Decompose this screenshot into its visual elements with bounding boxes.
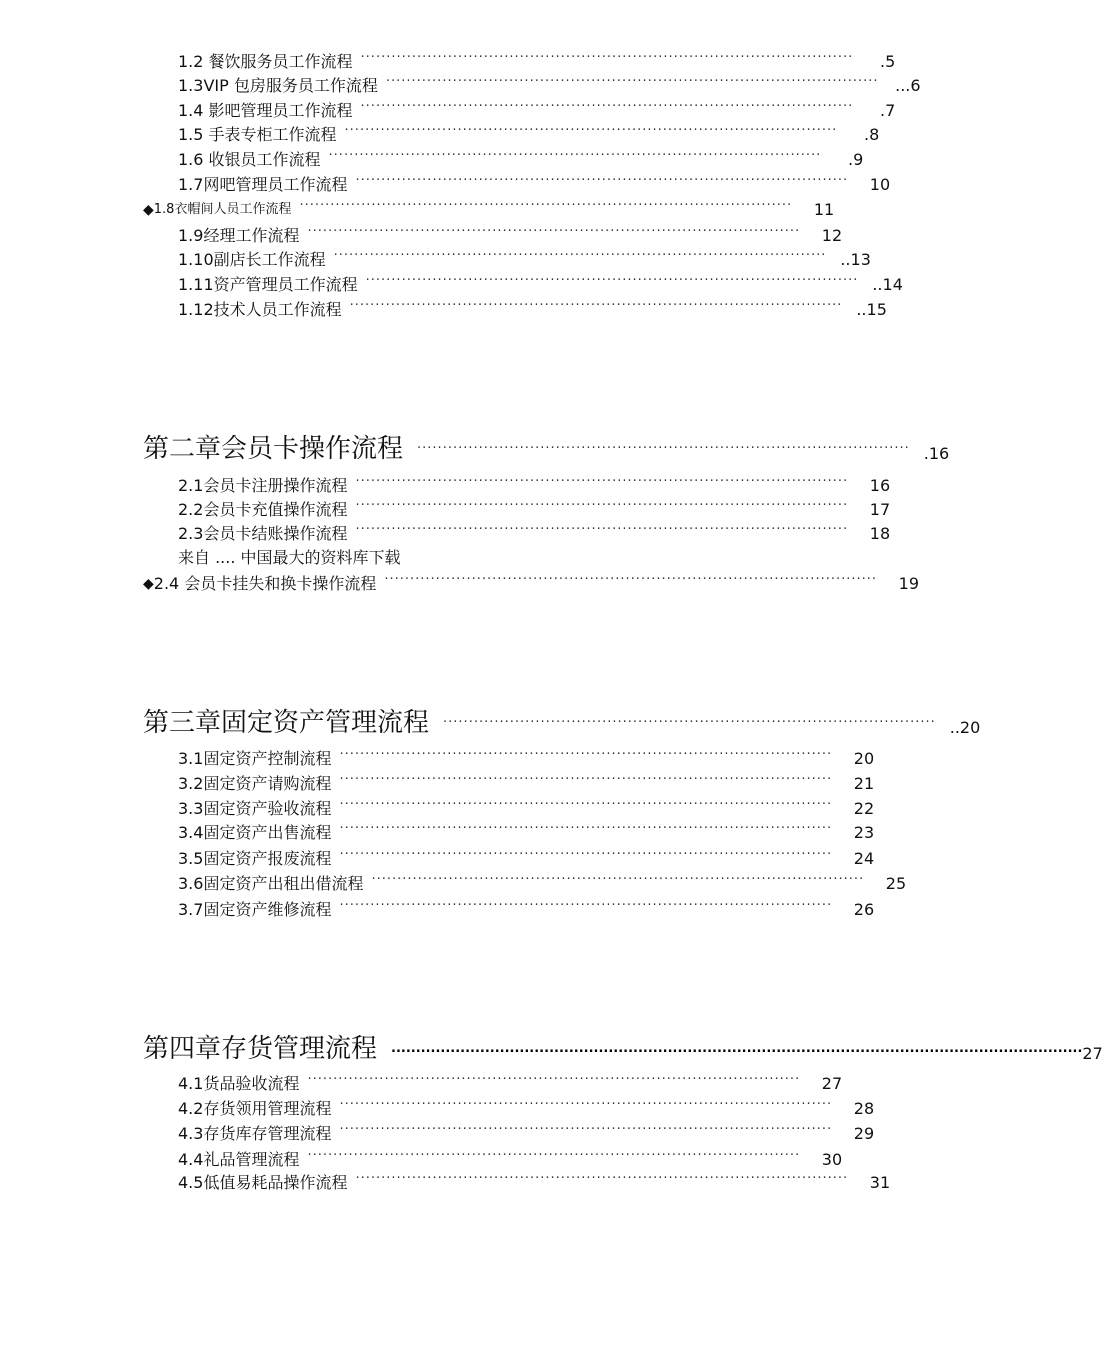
entry-page: 29 [853,1124,875,1143]
chapter-page: 27 [1082,1044,1103,1063]
dot-leader: ································································································ [339,821,833,836]
toc-entry[interactable] [178,123,880,145]
toc-entry[interactable] [178,821,875,843]
chapter-heading[interactable] [143,1030,1103,1064]
dot-leader: ································································································ [355,522,849,537]
entry-label: 2.2会员卡充值操作流程 [178,500,348,519]
chapter-page: .16 [923,444,950,463]
toc-entry[interactable] [178,248,871,270]
entry-page: .5 [879,52,896,71]
entry-label: 3.2固定资产请购流程 [178,774,332,793]
entry-page: 22 [853,799,875,818]
dot-leader: ································································································ [328,148,822,163]
toc-entry[interactable] [178,474,891,496]
dot-leader: ································································································ [355,1171,849,1186]
entry-label: 2.4 会员卡挂失和换卡操作流程 [153,574,377,593]
entry-page: ..14 [872,275,903,294]
toc-entry[interactable] [178,224,843,246]
toc-entry[interactable] [178,50,896,72]
chapter-number: 第三章 [143,708,222,738]
chapter-page: ..20 [949,718,981,737]
toc-entry[interactable] [178,872,907,894]
toc-entry[interactable] [178,797,875,819]
entry-page: 17 [869,500,891,519]
entry-page: 18 [869,524,891,543]
entry-page: 19 [898,574,920,593]
chapter-number: 第二章 [143,434,222,464]
toc-entry[interactable] [178,1097,875,1119]
entry-label: 4.1货品验收流程 [178,1074,300,1093]
entry-label: 1.3VIP 包房服务员工作流程 [178,76,378,95]
source-note: 来自 .... 中国最大的资料库下载 [178,548,401,567]
chapter-number: 第四章 [143,1034,222,1064]
toc-entry[interactable] [178,898,875,920]
entry-page: 27 [821,1074,843,1093]
dot-leader: ································································································ [355,474,849,489]
dot-leader: ································································································ [339,797,833,812]
dot-leader: ································································································ [339,898,833,913]
dot-leader: ································································································ [385,74,879,89]
dot-leader: ································································································ [339,1122,833,1137]
dot-leader: ································································································ [355,498,849,513]
dot-leader: ································································································ [360,99,854,114]
entry-page: 25 [885,874,907,893]
toc-entry[interactable] [178,99,896,121]
toc-entry[interactable] [178,273,903,295]
dot-leader: ............................................................................................................................................ [391,1041,1083,1056]
entry-label: 3.1固定资产控制流程 [178,749,332,768]
entry-label: 1.6 收银员工作流程 [178,150,321,169]
entry-label: 衣帽间人员工作流程 [174,202,292,217]
toc-entry[interactable] [143,572,920,594]
toc-entry[interactable] [178,1072,843,1094]
entry-page: 12 [821,226,843,245]
dot-leader: ································································································ [443,715,936,730]
chapter-title: 固定资产管理流程 [221,708,430,738]
entry-page: 23 [853,823,875,842]
entry-page: ..13 [840,250,871,269]
toc-entry[interactable] [178,1171,891,1193]
dot-leader: ································································································ [365,273,859,288]
entry-page: ..15 [856,300,887,319]
entry-label: 1.2 餐饮服务员工作流程 [178,52,353,71]
entry-label: 1.5 手表专柜工作流程 [178,125,337,144]
toc-entry[interactable] [178,498,891,520]
entry-label: 1.10副店长工作流程 [178,250,326,269]
entry-label: 1.4 影吧管理员工作流程 [178,101,353,120]
dot-leader: ································································································ [384,572,878,587]
dot-leader: ································································································ [344,123,838,138]
entry-page: 26 [853,900,875,919]
entry-label: 4.2存货领用管理流程 [178,1099,332,1118]
chapter-heading[interactable] [143,704,981,738]
toc-entry[interactable] [143,198,835,220]
entry-page: .9 [847,150,864,169]
diamond-bullet-icon: ◆ [143,576,154,592]
entry-label: 1.12技术人员工作流程 [178,300,342,319]
dot-leader: ································································································ [307,1072,801,1087]
toc-entry[interactable] [178,148,864,170]
entry-label: 3.6固定资产出租出借流程 [178,874,364,893]
entry-label: 3.4固定资产出售流程 [178,823,332,842]
chapter-title: 存货管理流程 [221,1034,378,1064]
entry-label: 3.5固定资产报废流程 [178,849,332,868]
entry-page: 31 [869,1173,891,1192]
dot-leader: ································································································ [339,772,833,787]
entry-page: .8 [863,125,880,144]
entry-label: 3.3固定资产验收流程 [178,799,332,818]
entry-page: 28 [853,1099,875,1118]
chapter-title: 会员卡操作流程 [221,434,404,464]
dot-leader: ································································································ [307,1148,801,1163]
dot-leader: ································································································ [339,747,833,762]
toc-entry[interactable] [178,747,875,769]
toc-entry[interactable] [178,772,875,794]
entry-number: 1.8 [153,202,175,217]
toc-entry[interactable] [178,1122,875,1144]
entry-label: 4.5低值易耗品操作流程 [178,1173,348,1192]
toc-entry[interactable] [178,1148,843,1170]
entry-label: 2.3会员卡结账操作流程 [178,524,348,543]
entry-page: 30 [821,1150,843,1169]
toc-entry[interactable] [178,298,887,320]
entry-label: 2.1会员卡注册操作流程 [178,476,348,495]
diamond-bullet-icon: ◆ [143,202,154,218]
entry-page: 21 [853,774,875,793]
entry-page: 11 [813,200,835,219]
entry-page: 16 [869,476,891,495]
toc-entry[interactable] [178,173,891,195]
entry-label: 4.4礼品管理流程 [178,1150,300,1169]
dot-leader: ································································································ [371,872,865,887]
toc-entry[interactable] [178,74,921,96]
dot-leader: ································································································ [360,50,854,65]
chapter-heading[interactable] [143,430,950,464]
dot-leader: ································································································ [339,847,833,862]
dot-leader: ································································································ [349,298,843,313]
entry-page: 20 [853,749,875,768]
entry-page: 10 [869,175,891,194]
dot-leader: ································································································ [333,248,827,263]
dot-leader: ································································································ [355,173,849,188]
entry-label: 1.11资产管理员工作流程 [178,275,358,294]
entry-label: 4.3存货库存管理流程 [178,1124,332,1143]
toc-entry[interactable] [178,522,891,544]
dot-leader: ································································································ [307,224,801,239]
dot-leader: ································································································ [299,198,793,213]
entry-label: 3.7固定资产维修流程 [178,900,332,919]
entry-label: 1.9经理工作流程 [178,226,300,245]
toc-entry[interactable] [178,847,875,869]
entry-label: 1.7网吧管理员工作流程 [178,175,348,194]
entry-page: 24 [853,849,875,868]
dot-leader: ································································································ [417,441,910,456]
dot-leader: ································································································ [339,1097,833,1112]
entry-page: ...6 [895,76,921,95]
entry-page: .7 [879,101,896,120]
